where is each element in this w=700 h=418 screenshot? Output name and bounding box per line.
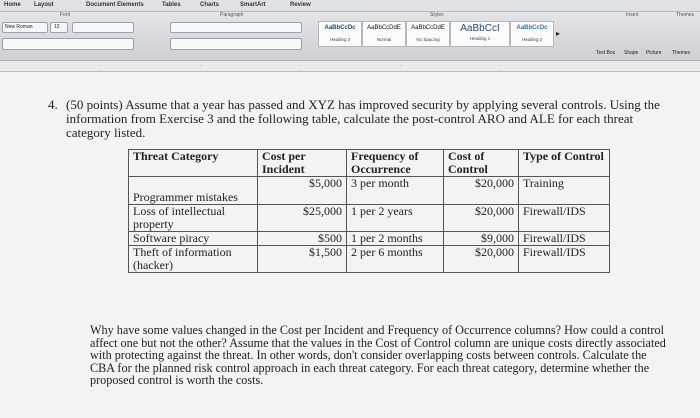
- font-format-buttons[interactable]: [2, 38, 134, 50]
- table-cell: Firewall/IDS: [519, 246, 610, 273]
- style-heading-3[interactable]: [318, 21, 362, 47]
- followup-paragraph: Why have some values changed in the Cost per Incident and Frequency of Occurrence columns? How could a control affect one but not the other? Assume that the values in the Cost of Control column are unique costs directly associated with protecting against the threat. In other words, don't consider overlapping costs between controls. Calculate the CBA for the planned risk control approach in each threat category. For each threat category, determine whether the proposed control is worth the costs.: [90, 323, 666, 387]
- tab-layout[interactable]: Layout: [34, 2, 54, 8]
- table-header: Threat Category: [129, 150, 258, 177]
- ruler-tick: ·: [300, 63, 302, 69]
- ruler-tick: ·: [200, 63, 202, 69]
- style-label: Heading 2: [521, 37, 543, 42]
- style-normal[interactable]: [362, 21, 406, 47]
- tab-charts[interactable]: Charts: [200, 2, 220, 8]
- table-row: [129, 205, 610, 232]
- style-preview: AaBbCcDdE: [367, 25, 401, 31]
- document-page[interactable]: [0, 72, 700, 418]
- insert-picture[interactable]: Picture: [646, 50, 662, 56]
- group-label-paragraph: Paragraph: [220, 12, 244, 18]
- style-heading-1[interactable]: [450, 21, 510, 47]
- ruler[interactable]: [0, 61, 700, 72]
- question-number: 4.: [48, 97, 58, 112]
- tab-smartart[interactable]: SmartArt: [240, 2, 266, 8]
- ruler-tick: ·: [500, 63, 502, 69]
- ruler-tick: ·: [100, 63, 102, 69]
- style-label: Heading 3: [329, 37, 351, 42]
- paragraph-align-buttons[interactable]: [170, 38, 302, 50]
- group-label-font: Font: [60, 12, 71, 18]
- question-block: [48, 98, 678, 140]
- table-cell: $9,000: [444, 232, 519, 246]
- table-cell: 1 per 2 years: [347, 205, 444, 232]
- style-preview: AaBbCcI: [460, 23, 500, 34]
- group-label-styles: Styles: [430, 12, 444, 18]
- style-preview: AaBbCcDc: [516, 25, 548, 31]
- ribbon: [0, 0, 700, 61]
- tab-review[interactable]: Review: [290, 2, 311, 8]
- style-label: Heading 1: [469, 36, 491, 41]
- table-row: [129, 177, 610, 205]
- table-cell: $5,000: [258, 177, 347, 205]
- style-no-spacing[interactable]: [406, 21, 450, 47]
- table-cell: $20,000: [444, 246, 519, 273]
- table-cell: Software piracy: [129, 232, 258, 246]
- table-cell: 3 per month: [347, 177, 444, 205]
- table-header: Cost per Incident: [258, 150, 347, 177]
- style-heading-2[interactable]: [510, 21, 554, 47]
- table-cell: Training: [519, 177, 610, 205]
- table-cell: Programmer mistakes: [129, 177, 258, 205]
- table-cell: $500: [258, 232, 347, 246]
- font-name-select[interactable]: [2, 22, 48, 33]
- group-label-insert: Insert: [626, 12, 639, 18]
- font-size-buttons[interactable]: [72, 22, 134, 33]
- table-row: [129, 246, 610, 273]
- threat-table: [128, 149, 610, 273]
- question-text: (50 points) Assume that a year has passed and XYZ has improved security by applying several controls. Using the information from Exercise 3 and the following table, calculate the post-control ARO and ALE for each threat category listed.: [66, 97, 660, 140]
- group-label-themes: Themes: [676, 12, 695, 18]
- style-preview: AaBbCcDdE: [411, 25, 445, 31]
- insert-text-box[interactable]: Text Box: [596, 50, 616, 56]
- style-preview: AaBbCcDc: [324, 25, 356, 31]
- style-label: Normal: [376, 37, 392, 42]
- font-size-value: 12: [54, 24, 60, 30]
- ribbon-tabs: [0, 0, 700, 12]
- table-header: Frequency of Occurrence: [347, 150, 444, 177]
- table-cell: 1 per 2 months: [347, 232, 444, 246]
- table-cell: Firewall/IDS: [519, 205, 610, 232]
- table-row: [129, 232, 610, 246]
- table-header: Cost of Control: [444, 150, 519, 177]
- font-size-select[interactable]: [50, 22, 68, 33]
- tab-tables[interactable]: Tables: [162, 2, 181, 8]
- table-cell: $25,000: [258, 205, 347, 232]
- paragraph-list-buttons[interactable]: [170, 22, 302, 33]
- tab-home[interactable]: Home: [4, 2, 21, 8]
- insert-shape[interactable]: Shape: [624, 50, 639, 56]
- styles-scroll-icon[interactable]: ▸: [556, 29, 561, 38]
- table-cell: 2 per 6 months: [347, 246, 444, 273]
- table-header-row: [129, 150, 610, 177]
- table-cell: $20,000: [444, 177, 519, 205]
- table-cell: $1,500: [258, 246, 347, 273]
- ruler-tick: ·: [400, 63, 402, 69]
- table-cell: Loss of intellectual property: [129, 205, 258, 232]
- table-cell: Theft of information (hacker): [129, 246, 258, 273]
- tab-document-elements[interactable]: Document Elements: [86, 2, 144, 8]
- font-name-value: New Roman: [5, 24, 33, 30]
- table-cell: $20,000: [444, 205, 519, 232]
- style-label: No Spacing: [416, 37, 440, 42]
- table-cell: Firewall/IDS: [519, 232, 610, 246]
- insert-themes[interactable]: Themes: [672, 50, 691, 56]
- table-header: Type of Control: [519, 150, 610, 177]
